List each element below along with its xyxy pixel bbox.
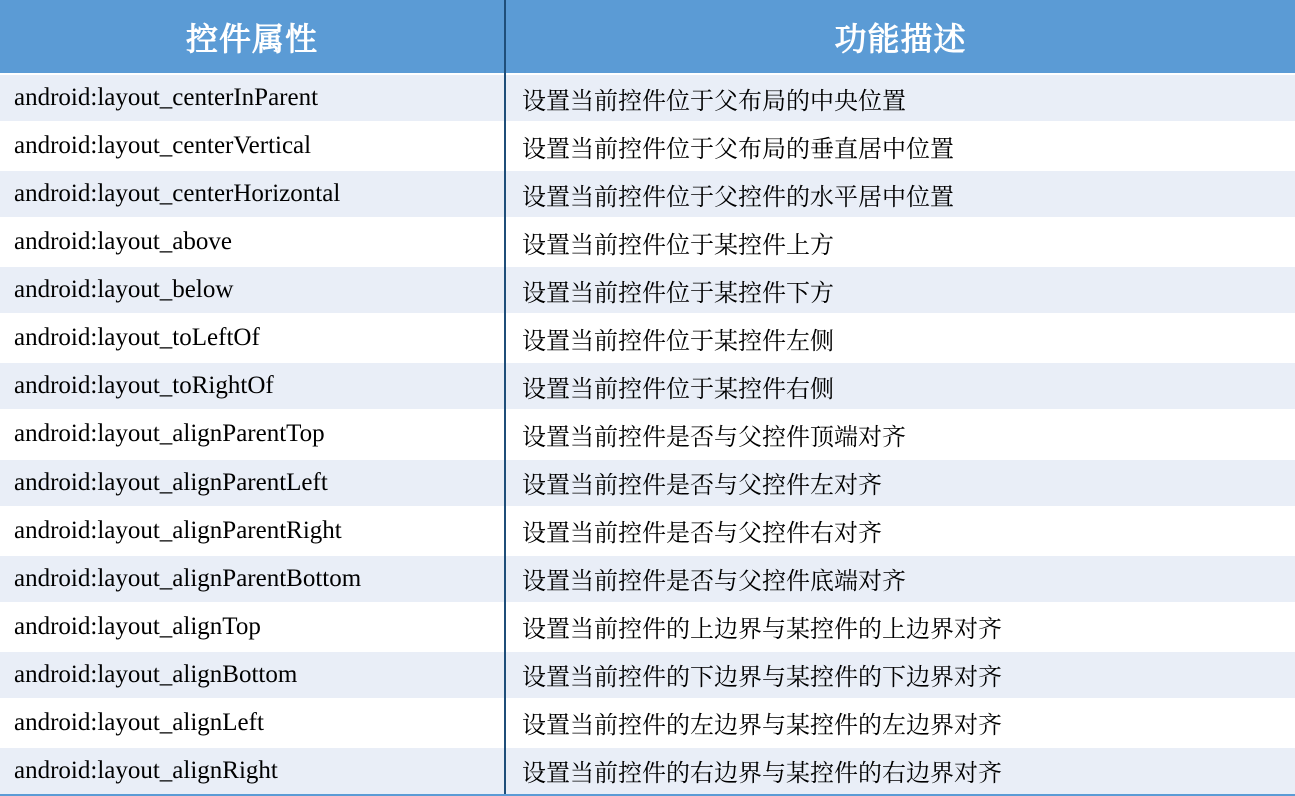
attribute-cell: android:layout_alignParentTop (0, 410, 505, 458)
description-cell: 设置当前控件的右边界与某控件的右边界对齐 (505, 747, 1295, 795)
attribute-cell: android:layout_alignRight (0, 747, 505, 795)
table-row (0, 122, 1295, 170)
table-row (0, 459, 1295, 507)
table-row (0, 170, 1295, 218)
description-cell: 设置当前控件位于某控件下方 (505, 266, 1295, 314)
description-cell: 设置当前控件是否与父控件右对齐 (505, 507, 1295, 555)
attribute-cell: android:layout_centerHorizontal (0, 170, 505, 218)
description-cell: 设置当前控件位于某控件左侧 (505, 314, 1295, 362)
attribute-cell: android:layout_alignLeft (0, 699, 505, 747)
table-row (0, 362, 1295, 410)
table-row (0, 314, 1295, 362)
header-description: 功能描述 (505, 0, 1295, 74)
header-attribute: 控件属性 (0, 0, 505, 74)
description-cell: 设置当前控件位于某控件上方 (505, 218, 1295, 266)
table-row (0, 218, 1295, 266)
table-row (0, 699, 1295, 747)
table-row (0, 747, 1295, 795)
attribute-cell: android:layout_centerVertical (0, 122, 505, 170)
attribute-cell: android:layout_alignParentBottom (0, 555, 505, 603)
table-header-row (0, 0, 1295, 74)
description-cell: 设置当前控件位于父控件的水平居中位置 (505, 170, 1295, 218)
table-row (0, 74, 1295, 122)
table-body (0, 74, 1295, 795)
description-cell: 设置当前控件的下边界与某控件的下边界对齐 (505, 651, 1295, 699)
description-cell: 设置当前控件是否与父控件左对齐 (505, 459, 1295, 507)
description-cell: 设置当前控件是否与父控件顶端对齐 (505, 410, 1295, 458)
description-cell: 设置当前控件的上边界与某控件的上边界对齐 (505, 603, 1295, 651)
table-row (0, 266, 1295, 314)
attribute-cell: android:layout_below (0, 266, 505, 314)
attribute-cell: android:layout_alignTop (0, 603, 505, 651)
description-cell: 设置当前控件是否与父控件底端对齐 (505, 555, 1295, 603)
attribute-cell: android:layout_alignParentLeft (0, 459, 505, 507)
description-cell: 设置当前控件的左边界与某控件的左边界对齐 (505, 699, 1295, 747)
description-cell: 设置当前控件位于父布局的垂直居中位置 (505, 122, 1295, 170)
table-row (0, 651, 1295, 699)
table-row (0, 507, 1295, 555)
attribute-cell: android:layout_alignParentRight (0, 507, 505, 555)
attribute-cell: android:layout_above (0, 218, 505, 266)
table-row (0, 555, 1295, 603)
attribute-cell: android:layout_toRightOf (0, 362, 505, 410)
table-row (0, 603, 1295, 651)
description-cell: 设置当前控件位于父布局的中央位置 (505, 74, 1295, 122)
attribute-cell: android:layout_toLeftOf (0, 314, 505, 362)
attribute-cell: android:layout_centerInParent (0, 74, 505, 122)
attribute-cell: android:layout_alignBottom (0, 651, 505, 699)
description-cell: 设置当前控件位于某控件右侧 (505, 362, 1295, 410)
table-row (0, 410, 1295, 458)
